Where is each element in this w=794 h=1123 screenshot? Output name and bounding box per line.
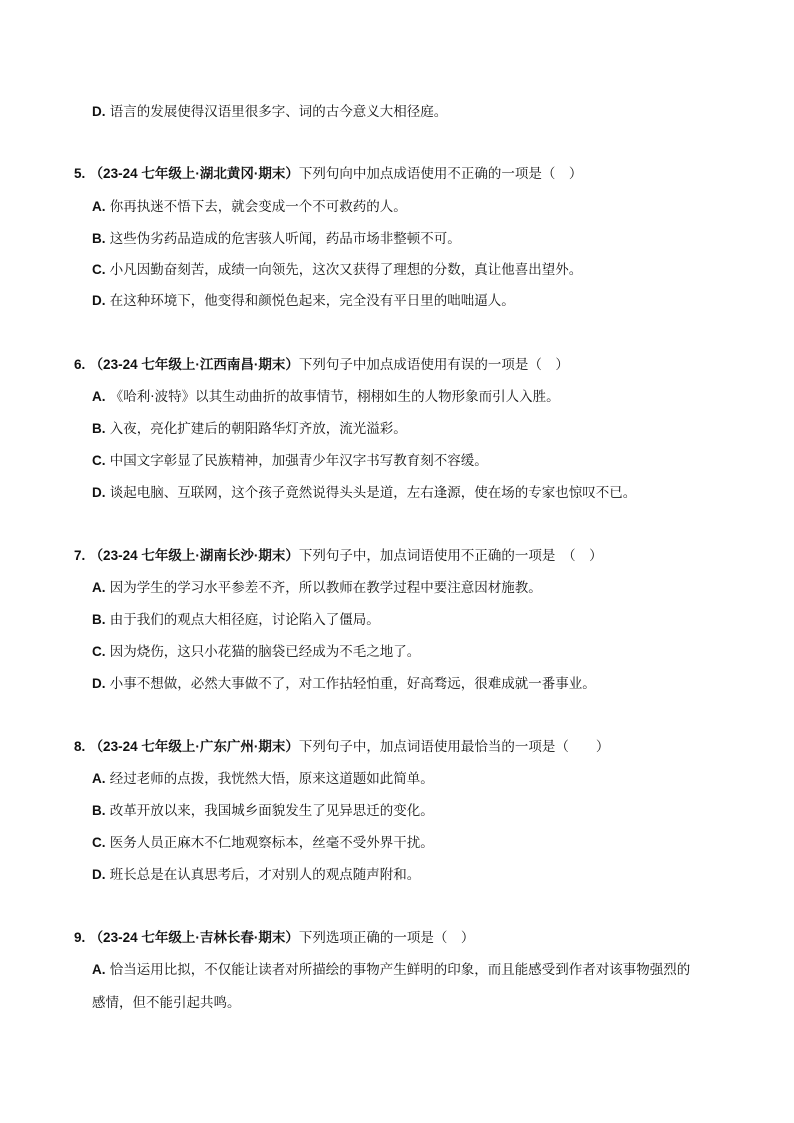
question-text: 下列句子中，加点词语使用不正确的一项是 （ ）	[298, 548, 603, 564]
option-text: 由于我们的观点大相径庭，讨论陷入了僵局。	[109, 612, 380, 628]
option-text: 你再执迷不悟下去，就会变成一个不可救药的人。	[109, 199, 407, 215]
option-text: 改革开放以来，我国城乡面貌发生了见异思迁的变化。	[109, 803, 434, 819]
question-source: （23-24 七年级上·吉林长春·期末）	[89, 930, 299, 945]
question-5-stem	[74, 165, 582, 183]
question-text: 下列句向中加点成语使用不正确的一项是（ ）	[298, 166, 583, 182]
q7-option-a	[92, 579, 542, 597]
question-source: （23-24 七年级上·广东广州·期末）	[89, 739, 299, 754]
q7-option-c	[92, 643, 420, 661]
q6-option-a	[92, 388, 560, 406]
q8-option-a	[92, 770, 434, 788]
q8-option-b	[92, 802, 434, 820]
q8-option-d	[92, 866, 420, 884]
option-text: 班长总是在认真思考后，才对别人的观点随声附和。	[109, 867, 421, 883]
option-text: 小凡因勤奋刻苦，成绩一向领先，这次又获得了理想的分数，真让他喜出望外。	[109, 262, 583, 278]
option-letter: B.	[92, 803, 106, 818]
option-letter: B.	[92, 421, 106, 436]
q6-option-d	[92, 484, 636, 502]
q9-option-a-continuation	[92, 994, 241, 1012]
question-8-stem	[74, 738, 609, 756]
option-text: 入夜，亮化扩建后的朝阳路华灯齐放，流光溢彩。	[109, 421, 407, 437]
q5-option-b	[92, 230, 461, 248]
question-text: 下列句子中加点成语使用有误的一项是（ ）	[298, 357, 569, 373]
option-letter: D.	[92, 104, 106, 119]
option-letter: D.	[92, 485, 106, 500]
option-letter: B.	[92, 231, 106, 246]
option-text: 语言的发展使得汉语里很多字、词的古今意义大相径庭。	[109, 104, 448, 120]
question-source: （23-24 七年级上·湖南长沙·期末）	[89, 548, 299, 563]
option-letter: D.	[92, 676, 106, 691]
option-letter: A.	[92, 199, 106, 214]
q5-option-d	[92, 292, 515, 310]
option-letter: A.	[92, 962, 106, 977]
option-letter: A.	[92, 771, 106, 786]
option-letter: D.	[92, 867, 106, 882]
option-letter: A.	[92, 389, 106, 404]
option-d-fragment	[92, 103, 447, 121]
option-text: 这些伪劣药品造成的危害骇人听闻，药品市场非整顿不可。	[109, 231, 461, 247]
question-number: 7.	[74, 548, 86, 563]
option-text-continued: 感情，但不能引起共鸣。	[92, 995, 241, 1011]
option-letter: D.	[92, 293, 106, 308]
option-text: 在这种环境下，他变得和颜悦色起来，完全没有平日里的咄咄逼人。	[109, 293, 515, 309]
q6-option-b	[92, 420, 407, 438]
question-7-stem	[74, 547, 603, 565]
option-text: 因为学生的学习水平参差不齐，所以教师在教学过程中要注意因材施教。	[109, 580, 542, 596]
question-source: （23-24 七年级上·湖北黄冈·期末）	[89, 166, 299, 181]
q5-option-c	[92, 261, 582, 279]
option-letter: C.	[92, 644, 106, 659]
option-letter: C.	[92, 835, 106, 850]
question-number: 6.	[74, 357, 86, 372]
option-text: 因为烧伤，这只小花猫的脑袋已经成为不毛之地了。	[109, 644, 421, 660]
q5-option-a	[92, 198, 407, 216]
question-number: 9.	[74, 930, 86, 945]
option-text: 中国文字彰显了民族精神，加强青少年汉字书写教育刻不容缓。	[109, 453, 488, 469]
q6-option-c	[92, 452, 488, 470]
question-source: （23-24 七年级上·江西南昌·期末）	[89, 357, 299, 372]
option-text: 恰当运用比拟，不仅能让读者对所描绘的事物产生鲜明的印象，而且能感受到作者对该事物强烈的	[109, 962, 691, 978]
question-text: 下列选项正确的一项是（ ）	[298, 930, 475, 946]
question-text: 下列句子中，加点词语使用最恰当的一项是（ ）	[298, 739, 610, 755]
question-9-stem	[74, 929, 474, 947]
question-6-stem	[74, 356, 569, 374]
option-letter: C.	[92, 262, 106, 277]
question-number: 8.	[74, 739, 86, 754]
option-letter: B.	[92, 612, 106, 627]
option-text: 谈起电脑、互联网，这个孩子竟然说得头头是道，左右逢源，使在场的专家也惊叹不已。	[109, 485, 637, 501]
question-number: 5.	[74, 166, 86, 181]
q9-option-a	[92, 961, 690, 979]
option-letter: C.	[92, 453, 106, 468]
option-letter: A.	[92, 580, 106, 595]
option-text: 经过老师的点拨，我恍然大悟，原来这道题如此简单。	[109, 771, 434, 787]
q8-option-c	[92, 834, 434, 852]
q7-option-b	[92, 611, 380, 629]
q7-option-d	[92, 675, 596, 693]
option-text: 医务人员正麻木不仁地观察标本，丝毫不受外界干扰。	[109, 835, 434, 851]
option-text: 《哈利·波特》以其生动曲折的故事情节，栩栩如生的人物形象而引人入胜。	[109, 389, 560, 405]
option-text: 小事不想做，必然大事做不了，对工作拈轻怕重，好高骛远，很难成就一番事业。	[109, 676, 596, 692]
